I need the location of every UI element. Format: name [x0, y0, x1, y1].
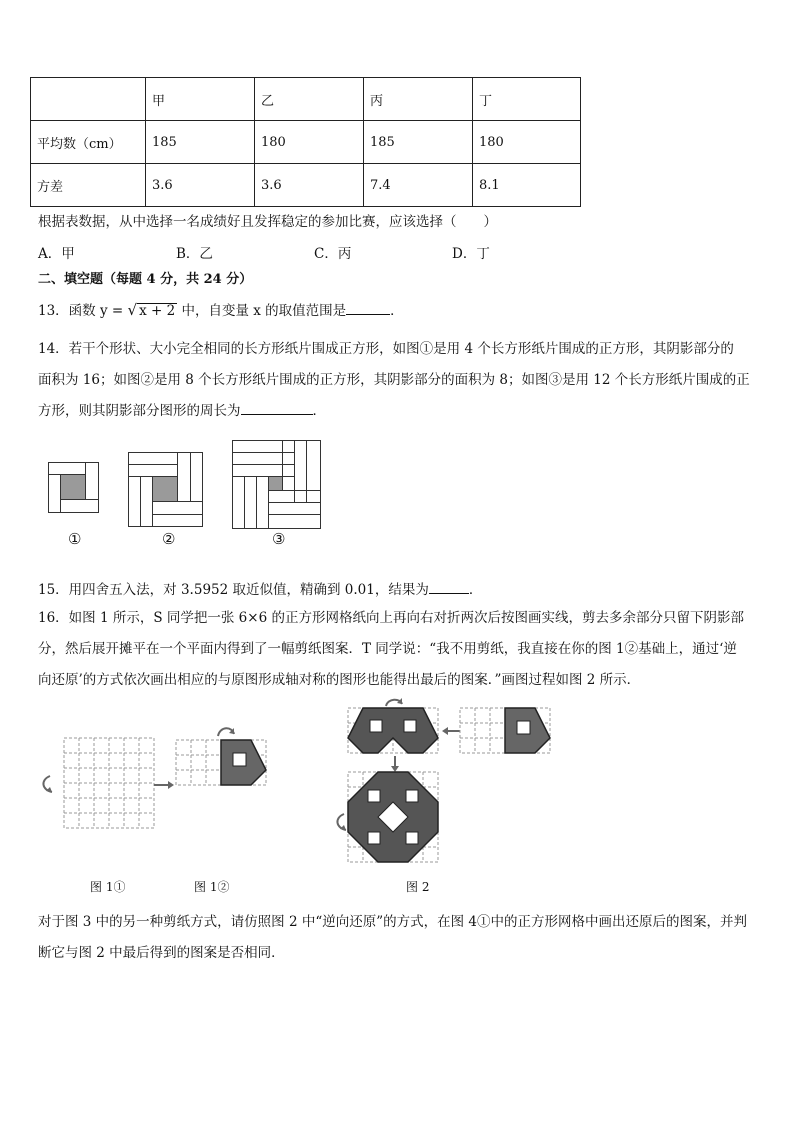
- figure-1-2: [176, 726, 268, 796]
- sqrt-icon: √: [127, 301, 138, 319]
- table-cell: [31, 78, 146, 121]
- figure-caption: 图 2: [406, 880, 430, 894]
- figure-q14-2: [128, 452, 204, 528]
- q12-question: 根据表数据，从中选择一名成绩好且发挥稳定的参加比赛，应该选择（ ）: [38, 214, 497, 230]
- q14-end: ．: [312, 403, 326, 419]
- figure-q14-3: [232, 440, 322, 530]
- q15-wrap: [38, 578, 482, 598]
- q12-option-c[interactable]: C．丙: [314, 246, 352, 262]
- stats-table: [30, 77, 581, 207]
- q16-line4: 对于图 3 中的另一种剪纸方式，请仿照图 2 中“逆向还原”的方式，在图 4①中的正方形网格中画出还原后的图案，并判: [38, 914, 748, 930]
- q16-line5: 断它与图 2 中最后得到的图案是否相同．: [38, 945, 285, 961]
- table-header-row: [31, 78, 581, 121]
- section-title: 二、填空题（每题 4 分，共 24 分）: [38, 272, 253, 287]
- table-cell: 3.6: [146, 164, 255, 207]
- answer-blank[interactable]: [429, 581, 469, 594]
- table-cell: 乙: [255, 78, 364, 121]
- q13-prefix: 13．函数 y =: [38, 303, 124, 319]
- figure-q14-1: [48, 462, 100, 528]
- figure-2-top-left: [346, 700, 442, 756]
- table-cell: 方差: [31, 164, 146, 207]
- q14-line2: 面积为 16；如图②是用 8 个长方形纸片围成的正方形，其阴影部分的面积为 8；如图③是用 12 个长方形纸片围成的正: [38, 372, 750, 388]
- q13-radicand: x + 2: [139, 303, 176, 319]
- arrow-left-icon: [442, 726, 460, 736]
- q14-line3: 方形，则其阴影部分图形的周长为: [38, 403, 241, 419]
- table-cell: 7.4: [364, 164, 473, 207]
- figure-label: ②: [162, 530, 176, 548]
- q13-text: [38, 299, 404, 319]
- q14-line1: 14．若干个形状、大小完全相同的长方形纸片围成正方形，如图①是用 4 个长方形纸片围成的正方形，其阴影部分的: [38, 341, 734, 357]
- table-cell: 8.1: [473, 164, 581, 207]
- q16-line2: 分，然后展开摊平在一个平面内得到了一幅剪纸图案．T 同学说：“我不用剪纸，我直接在你的图 1②基础上，通过‘逆: [38, 641, 737, 657]
- q12-option-b[interactable]: B．乙: [176, 246, 213, 262]
- table-cell: 丁: [473, 78, 581, 121]
- q15-end: ．: [468, 582, 483, 598]
- figure-label: ③: [272, 530, 286, 548]
- answer-blank[interactable]: [241, 402, 313, 415]
- figure-label: ①: [68, 530, 82, 548]
- figure-caption: 图 1①: [90, 880, 126, 894]
- table-cell: 丙: [364, 78, 473, 121]
- table-cell: 平均数（cm）: [31, 121, 146, 164]
- q16-line1: 16．如图 1 所示，S 同学把一张 6×6 的正方形网格纸向上再向右对折两次后按图画实线，剪去多余部分只留下阴影部: [38, 610, 744, 626]
- table-cell: 185: [146, 121, 255, 164]
- q13-suffix: 中，自变量 x 的取值范围是: [181, 303, 347, 319]
- q16-line3: 向还原’的方式依次画出相应的与原图形成轴对称的图形也能得出最后的图案．”画图过程如图 2 所示．: [38, 672, 641, 688]
- figure-caption: 图 1②: [194, 880, 230, 894]
- table-row: [31, 164, 581, 207]
- q13-end: ．: [390, 303, 404, 319]
- table-cell: 180: [255, 121, 364, 164]
- table-cell: 185: [364, 121, 473, 164]
- figure-2-bottom: [332, 770, 448, 866]
- table-cell: 甲: [146, 78, 255, 121]
- q12-option-d[interactable]: D．丁: [452, 246, 490, 262]
- table-cell: 3.6: [255, 164, 364, 207]
- arrow-right-icon: [154, 780, 174, 790]
- figure-2-top-right: [460, 706, 552, 756]
- figure-1-1: [36, 736, 156, 832]
- answer-blank[interactable]: [346, 302, 390, 315]
- q14-line3-wrap: [38, 399, 326, 419]
- table-row: [31, 121, 581, 164]
- q12-option-a[interactable]: A．甲: [38, 246, 75, 262]
- table-cell: 180: [473, 121, 581, 164]
- q15-text: 15．用四舍五入法，对 3.5952 取近似值，精确到 0.01，结果为: [38, 582, 429, 598]
